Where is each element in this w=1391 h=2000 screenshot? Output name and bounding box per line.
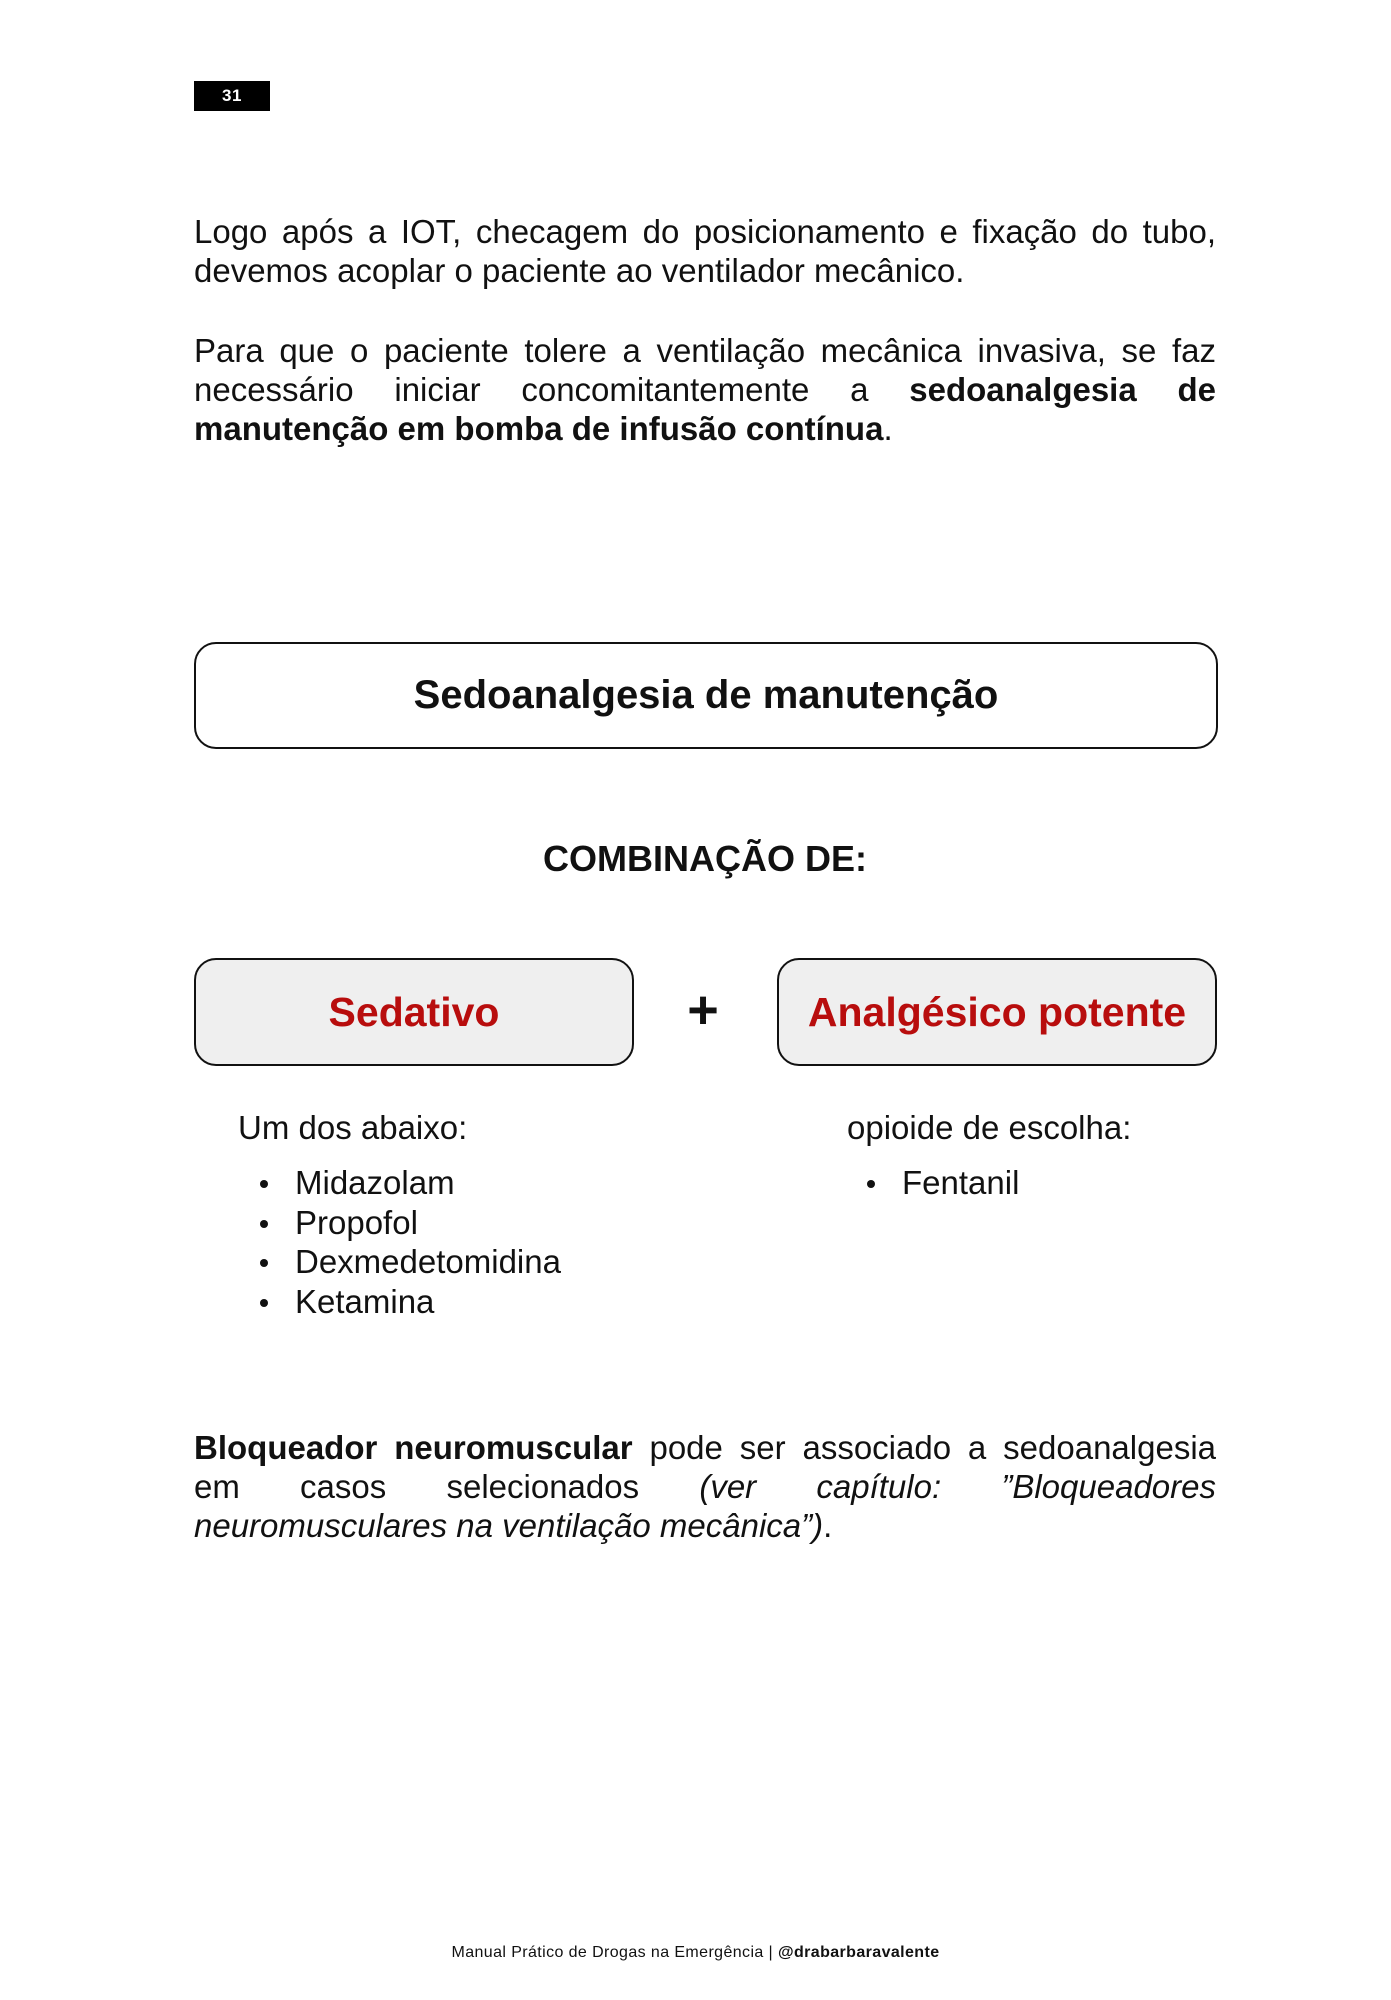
intro-paragraph-2 xyxy=(194,331,1216,448)
intro-paragraph-2-emphasis: sedoanalgesia de manutenção em bomba de infusão contínua xyxy=(194,371,1216,447)
analgesic-box xyxy=(777,958,1217,1066)
neuromuscular-note-text: pode ser associado a sedoanalgesia em casos selecionados xyxy=(194,1429,1216,1505)
section-title-box xyxy=(194,642,1218,749)
page-number: 31 xyxy=(194,81,270,111)
intro-paragraph-2-start: Para que o paciente tolere a ventilação mecânica invasiva, se faz necessário iniciar concomitantemente a xyxy=(194,332,1216,408)
intro-paragraph-2-end: . xyxy=(883,410,893,447)
combination-heading: COMBINAÇÃO DE: xyxy=(543,838,867,879)
list-item: Propofol xyxy=(258,1203,561,1243)
list-item: Ketamina xyxy=(258,1282,561,1322)
analgesic-title: Analgésico potente xyxy=(807,988,1187,1035)
list-item: Fentanil xyxy=(865,1163,1019,1203)
neuromuscular-note-end: . xyxy=(823,1507,833,1544)
sedative-list-label: Um dos abaixo: xyxy=(238,1109,468,1146)
section-title: Sedoanalgesia de manutenção xyxy=(413,673,999,717)
intro-paragraph-1-text: Logo após a IOT, checagem do posicionamento e fixação do tubo, devemos acoplar o paciente ao ventilador mecânico. xyxy=(194,213,1216,289)
neuromuscular-note xyxy=(194,1428,1216,1545)
footer-text: Manual Prático de Drogas na Emergência | xyxy=(451,1944,778,1961)
plus-icon: + xyxy=(687,980,719,1040)
neuromuscular-note-emphasis: Bloqueador neuromuscular xyxy=(194,1429,633,1466)
list-item: Midazolam xyxy=(258,1163,561,1203)
neuromuscular-note-reference: (ver capítulo: ”Bloqueadores neuromusculares na ventilação mecânica”) xyxy=(194,1468,1216,1544)
list-item: Dexmedetomidina xyxy=(258,1242,561,1282)
footer-handle: @drabarbaravalente xyxy=(777,1944,940,1961)
sedative-box xyxy=(194,958,634,1066)
page-footer xyxy=(0,1944,1391,1962)
analgesic-list-label: opioide de escolha: xyxy=(847,1109,1132,1146)
intro-paragraph-1 xyxy=(194,212,1216,290)
analgesic-list xyxy=(865,1163,1019,1203)
sedative-title: Sedativo xyxy=(328,988,500,1035)
sedative-list xyxy=(258,1163,561,1321)
